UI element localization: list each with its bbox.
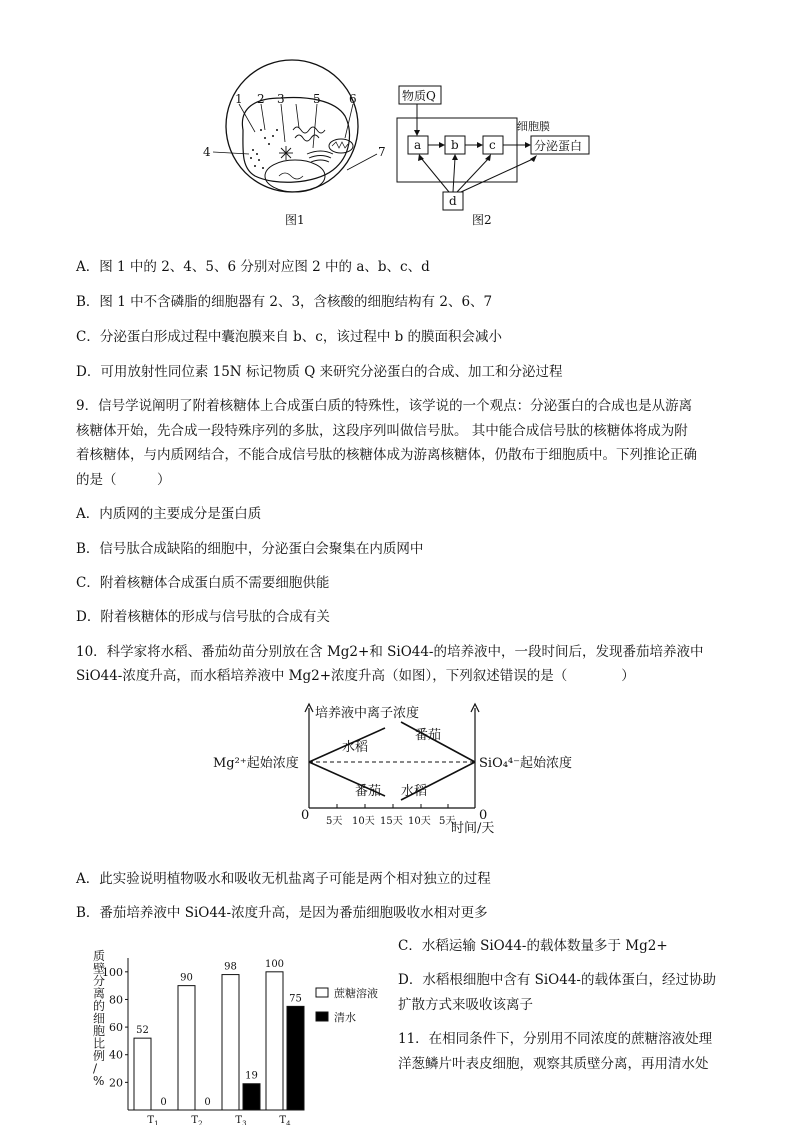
secretory-protein-label: 分泌蛋白 xyxy=(534,139,583,153)
legend-label: 清水 xyxy=(334,1011,356,1024)
bar-water xyxy=(243,1084,260,1110)
category-label: $T_1$ xyxy=(147,1115,159,1125)
plasmolysis-bar-chart xyxy=(80,940,390,1125)
ylabel-char: 质 xyxy=(93,949,106,963)
ion-chart-tick-4: 10天 xyxy=(408,816,431,827)
curve-label-rice-left: 水稻 xyxy=(342,740,369,755)
substance-q-label: 物质Q xyxy=(402,89,436,103)
q8-option-c: C．分泌蛋白形成过程中囊泡膜来自 b、c，该过程中 b 的膜面积会减小 xyxy=(76,329,503,345)
fig1-label-5: 5 xyxy=(313,92,321,106)
ylabel-char: 比 xyxy=(93,1036,106,1051)
ion-chart-tick-1: 5天 xyxy=(326,816,343,827)
q10-option-a: A．此实验说明植物吸水和吸收无机盐离子可能是两个相对独立的过程 xyxy=(76,871,491,887)
q8-option-d: D．可用放射性同位素 15N 标记物质 Q 来研究分泌蛋白的合成、加工和分泌过程 xyxy=(76,364,563,380)
fig1-label-1: 1 xyxy=(235,92,243,106)
q8-option-b: B．图 1 中不含磷脂的细胞器有 2、3，含核酸的细胞结构有 2、6、7 xyxy=(76,294,493,310)
y-tick-label: 80 xyxy=(109,993,123,1007)
category-label: $T_2$ xyxy=(191,1115,203,1125)
ion-chart-left-label: Mg²⁺起始浓度 xyxy=(213,756,299,771)
ylabel-char: 壁 xyxy=(93,961,106,976)
bar-sucrose xyxy=(134,1038,151,1110)
q10-stem-line-2: SiO44-浓度升高，而水稻培养液中 Mg2+浓度升高（如图），下列叙述错误的是（ ） xyxy=(76,668,635,684)
ion-chart-ylabel: 培养液中离子浓度 xyxy=(315,706,420,721)
figure-1 xyxy=(203,60,386,227)
ylabel-char: 细 xyxy=(93,1011,106,1026)
bar-value-label: 0 xyxy=(204,1097,211,1108)
q9-stem-line-3: 着核糖体，与内质网结合，不能合成信号肽的核糖体成为游离核糖体，仍散布于细胞质中。下列推论正确 xyxy=(76,447,697,463)
cell-figures xyxy=(195,58,595,233)
q8-option-a: A．图 1 中的 2、4、5、6 分别对应图 2 中的 a、b、c、d xyxy=(76,259,430,275)
legend-swatch xyxy=(316,988,328,997)
curve-label-tomato-right: 番茄 xyxy=(415,728,442,743)
fig1-label-3: 3 xyxy=(277,92,285,106)
q9-stem-line-4: 的是（ ） xyxy=(76,472,171,488)
ion-chart-right-label: SiO₄⁴⁻起始浓度 xyxy=(479,756,573,771)
ylabel-char: / xyxy=(93,1061,98,1076)
category-label: $T_3$ xyxy=(235,1115,247,1125)
ylabel-char: 胞 xyxy=(93,1024,106,1038)
bar-chart-legend xyxy=(316,986,378,1024)
fig1-label-6: 6 xyxy=(349,92,357,106)
ylabel-char: 分 xyxy=(93,974,106,988)
curve-label-rice-right: 水稻 xyxy=(401,784,428,799)
q10-option-b: B．番茄培养液中 SiO44-浓度升高，是因为番茄细胞吸收水相对更多 xyxy=(76,905,488,921)
bar-value-label: 100 xyxy=(264,958,285,970)
fig1-label-4: 4 xyxy=(203,145,211,159)
bar-value-label: 19 xyxy=(245,1070,258,1082)
ylabel-char: % xyxy=(93,1074,105,1088)
q9-option-c: C．附着核糖体合成蛋白质不需要细胞供能 xyxy=(76,575,330,591)
legend-label: 蔗糖溶液 xyxy=(334,987,378,1000)
q9-option-d: D．附着核糖体的形成与信号肽的合成有关 xyxy=(76,609,330,625)
q10-option-d-line-1: D．水稻根细胞中含有 SiO44-的载体蛋白，经过协助 xyxy=(398,972,716,988)
bar-water xyxy=(287,1006,304,1110)
bar-value-label: 75 xyxy=(289,993,302,1005)
figure-2 xyxy=(397,86,589,227)
q11-stem-line-1: 11．在相同条件下，分别用不同浓度的蔗糖溶液处理 xyxy=(398,1031,713,1047)
ion-chart-zero-right: 0 xyxy=(479,808,488,823)
fig1-label-2: 2 xyxy=(257,92,265,106)
ylabel-char: 的 xyxy=(93,999,106,1013)
ion-concentration-chart xyxy=(205,700,595,840)
ion-chart-tick-3: 15天 xyxy=(380,816,403,827)
fig1-caption: 图1 xyxy=(285,213,305,227)
ion-chart-xlabel: 时间/天 xyxy=(451,821,495,836)
category-label: $T_4$ xyxy=(279,1115,291,1125)
fig1-label-7: 7 xyxy=(378,145,386,159)
bar-sucrose xyxy=(266,972,283,1110)
ylabel-char: 离 xyxy=(93,986,106,1001)
bar-sucrose xyxy=(178,986,195,1110)
q11-stem-line-2: 洋葱鳞片叶表皮细胞，观察其质壁分离，再用清水处 xyxy=(398,1056,709,1072)
node-b: b xyxy=(451,138,459,152)
membrane-label: 细胞膜 xyxy=(517,120,550,133)
ion-chart-tick-2: 10天 xyxy=(352,816,375,827)
q9-option-a: A．内质网的主要成分是蛋白质 xyxy=(76,506,262,522)
node-c: c xyxy=(489,138,496,152)
ion-chart-zero-left: 0 xyxy=(301,808,310,823)
bar-value-label: 0 xyxy=(160,1097,167,1108)
bar-value-label: 90 xyxy=(180,972,193,984)
node-a: a xyxy=(414,138,422,152)
q9-option-b: B．信号肽合成缺陷的细胞中，分泌蛋白会聚集在内质网中 xyxy=(76,541,424,557)
y-tick-label: 100 xyxy=(102,965,123,979)
ylabel-char: 例 xyxy=(93,1049,106,1063)
curve-label-tomato-left: 番茄 xyxy=(355,784,382,799)
q10-stem-line-1: 10．科学家将水稻、番茄幼苗分别放在含 Mg2+和 SiO44-的培养液中，一段时间后，发现番茄培养液中 xyxy=(76,644,704,660)
node-d: d xyxy=(449,194,457,208)
bar-value-label: 52 xyxy=(136,1025,149,1037)
bar-chart-bars xyxy=(134,959,304,1125)
y-tick-label: 60 xyxy=(109,1021,123,1035)
q9-stem-line-2: 核糖体开始，先合成一段特殊序列的多肽，这段序列叫做信号肽。 其中能合成信号肽的核糖体将成为附 xyxy=(76,423,688,439)
fig2-caption: 图2 xyxy=(472,213,492,227)
q9-stem-line-1: 9．信号学说阐明了附着核糖体上合成蛋白质的特殊性，该学说的一个观点：分泌蛋白的合成也是从游离 xyxy=(76,398,693,414)
y-tick-label: 40 xyxy=(109,1048,123,1062)
y-tick-label: 20 xyxy=(109,1076,123,1090)
ion-chart-tick-5: 5天 xyxy=(439,816,456,827)
bar-value-label: 98 xyxy=(224,961,237,973)
legend-swatch xyxy=(316,1012,328,1021)
q10-option-d-line-2: 扩散方式来吸收该离子 xyxy=(398,997,533,1013)
q10-option-c: C．水稻运输 SiO44-的载体数量多于 Mg2+ xyxy=(398,938,668,954)
bar-sucrose xyxy=(222,975,239,1110)
